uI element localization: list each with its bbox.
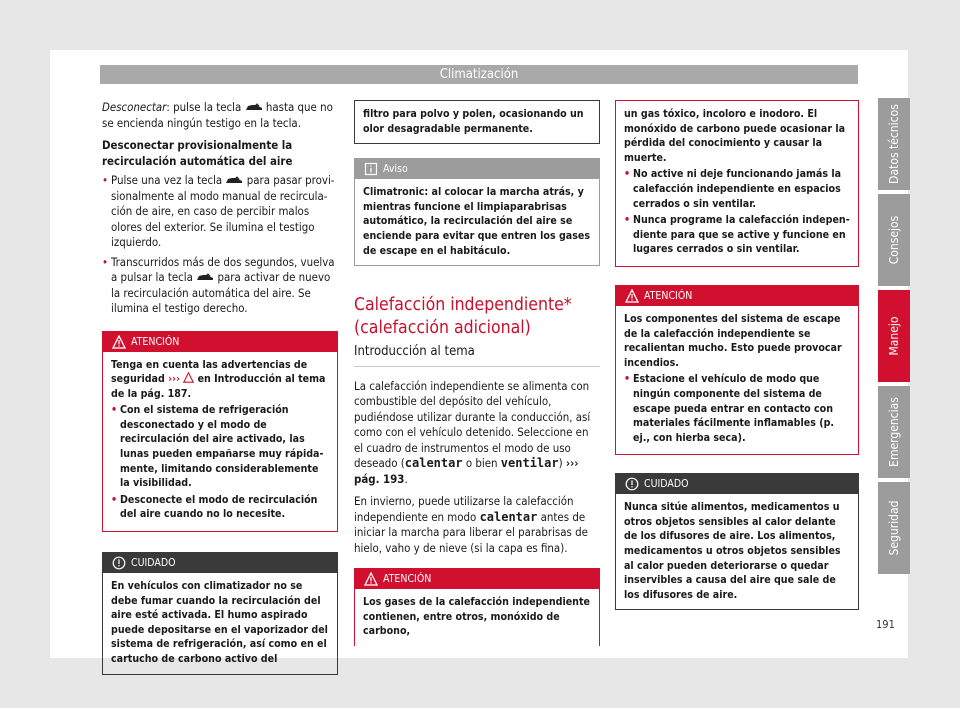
tab-emergencias[interactable]: Emergencias bbox=[878, 386, 910, 478]
caution-body: filtro para polvo y polen, ocasionando un olor desagradable permanente. bbox=[363, 108, 584, 135]
warning-body: Los gases de la calefacción independiente contienen, entre otros, monóxido de carbono, bbox=[363, 596, 590, 638]
section-subtitle: Introducción al tema bbox=[354, 344, 600, 367]
column-3 bbox=[615, 100, 859, 622]
caution-box bbox=[102, 552, 338, 675]
note-header: Aviso bbox=[355, 159, 599, 179]
car-recirculation-icon bbox=[245, 103, 263, 112]
section-title: Calefacción independiente* (calefacción adicional) bbox=[354, 295, 572, 339]
car-recirculation-icon bbox=[225, 176, 243, 185]
warning-header: ATENCIÓN bbox=[103, 332, 337, 352]
paragraph-intro: La calefacción independiente se alimenta con combustible del depósito del vehículo, pudiéndose utilizar durante la conducción, así como con el vehículo detenido. Seleccione en el cuadro de instrumentos el modo de uso deseado (calentar o bien ventilar) ››› pág. 193. bbox=[354, 378, 591, 486]
warning-header: ATENCIÓN bbox=[355, 569, 599, 589]
chapter-tabs bbox=[878, 98, 910, 578]
caution-header: CUIDADO bbox=[616, 474, 858, 494]
note-body: Climatronic: al colocar la marcha atrás, y mientras funcione el limpiaparabrisas automático, la recirculación del aire se enciende para evitar que entren los gases de escape en el habitáculo. bbox=[363, 186, 591, 257]
list-item: • Con el sistema de refrigeración desconectado y el modo de recirculación del aire activado, las lunas pueden empañarse muy rápidamente, limitando considerablemente la visibilidad. bbox=[111, 403, 329, 491]
list-item: • No active ni deje funcionando jamás la calefacción independiente en espacios cerrados o sin ventilar. bbox=[624, 167, 850, 211]
warning-box bbox=[354, 568, 600, 646]
warning-header: ATENCIÓN bbox=[616, 286, 858, 306]
list-item: • Desconecte el modo de recirculación del aire cuando no lo necesite. bbox=[111, 493, 329, 522]
info-square-icon bbox=[364, 162, 378, 176]
warning-triangle-icon bbox=[183, 372, 194, 383]
caution-box-continued bbox=[354, 100, 600, 144]
warning-box-continued bbox=[615, 100, 859, 267]
tab-datos-tecnicos[interactable]: Datos técnicos bbox=[878, 98, 910, 190]
warning-body: un gas tóxico, incoloro e inodoro. El monóxido de carbono puede ocasionar la pérdida del conocimiento y causar la muerte. • No active ni deje funcionando jamás la calefacción independiente en espacios cerrados o sin ventilar. • Nunca programe la calefacción independiente para que se active y funcione en lugares cerrados o sin ventilar. bbox=[616, 101, 858, 266]
caution-box bbox=[615, 473, 859, 610]
warning-body: Tenga en cuenta las advertencias de seguridad ››› en Introducción al tema de la pág. 187. • Con el sistema de refrigeración desconectado y el modo de recirculación del aire activado, las lunas pueden empañarse muy rápidamente, limitando considerablemente la visibilidad. • Desconecte el modo de recirculación del aire cuando no lo necesite. bbox=[103, 352, 337, 532]
tab-manejo[interactable]: Manejo bbox=[878, 290, 910, 382]
page-number: 191 bbox=[876, 618, 895, 631]
tab-seguridad[interactable]: Seguridad bbox=[878, 482, 910, 574]
warning-triangle-icon bbox=[112, 335, 126, 349]
note-box bbox=[354, 158, 600, 266]
subheading-recirculacion: Desconectar provisionalmente la recirculación automática del aire bbox=[102, 138, 293, 168]
page-reference-link[interactable]: en Introducción al tema de la pág. 187. bbox=[111, 373, 326, 400]
caution-body: En vehículos con climatizador no se debe fumar cuando la recirculación del aire esté activada. El humo aspirado puede depositarse en el vaporizador del sistema de refrigeración, así como en el cartucho de carbono activo del bbox=[111, 580, 328, 665]
list-item: • Nunca programe la calefacción independiente para que se active y funcione en lugares cerrados o sin ventilar. bbox=[624, 213, 850, 257]
info-circle-icon bbox=[625, 477, 639, 491]
warning-box bbox=[615, 285, 859, 455]
warning-body: Los componentes del sistema de escape de la calefacción independiente se recalientan mucho. Esto puede provocar incendios. • Estacione el vehículo de modo que ningún componente del sistema de escape pueda entrar en contacto con materiales fácilmente inflamables (p. ej., con hierba seca). bbox=[616, 306, 858, 454]
warning-triangle-icon bbox=[364, 572, 378, 586]
warning-triangle-icon bbox=[625, 289, 639, 303]
paragraph-desconectar: Desconectar: pulse la tecla hasta que no se encienda ningún testigo en la tecla. bbox=[102, 100, 333, 130]
car-recirculation-icon bbox=[196, 273, 214, 282]
list-item: • Pulse una vez la tecla para pasar provisionalmente al modo manual de recirculación de aire, en caso de percibir malos olores del exterior. Se ilumina el testigo izquierdo. bbox=[102, 173, 338, 251]
column-2 bbox=[354, 100, 600, 646]
info-circle-icon bbox=[112, 556, 126, 570]
page-header: Climatización bbox=[100, 65, 858, 84]
page-reference-link[interactable]: ››› pág. 193 bbox=[354, 456, 579, 486]
list-item: • Estacione el vehículo de modo que ningún componente del sistema de escape pueda entrar en contacto con materiales fácilmente inflamables (p. ej., con hierba seca). bbox=[624, 372, 850, 445]
list-item: • Transcurridos más de dos segundos, vuelva a pulsar la tecla para activar de nuevo la recirculación automática del aire. Se ilumina el testigo derecho. bbox=[102, 255, 338, 317]
reference-arrows[interactable]: ››› bbox=[168, 373, 180, 386]
column-1 bbox=[102, 100, 338, 687]
paragraph-winter: En invierno, puede utilizarse la calefacción independiente en modo calentar antes de iniciar la marcha para liberar el parabrisas de hielo, vaho y de nieve (si la capa es fina). bbox=[354, 494, 588, 555]
caution-body: Nunca sitúe alimentos, medicamentos u otros objetos sensibles al calor delante de los difusores de aire. Los alimentos, medicamentos u otros objetos sensibles al calor pueden deteriorarse o quedar inservibles a causa del aire que sale de los difusores de aire. bbox=[624, 501, 841, 601]
warning-box bbox=[102, 331, 338, 533]
caution-header: CUIDADO bbox=[103, 553, 337, 573]
tab-consejos[interactable]: Consejos bbox=[878, 194, 910, 286]
